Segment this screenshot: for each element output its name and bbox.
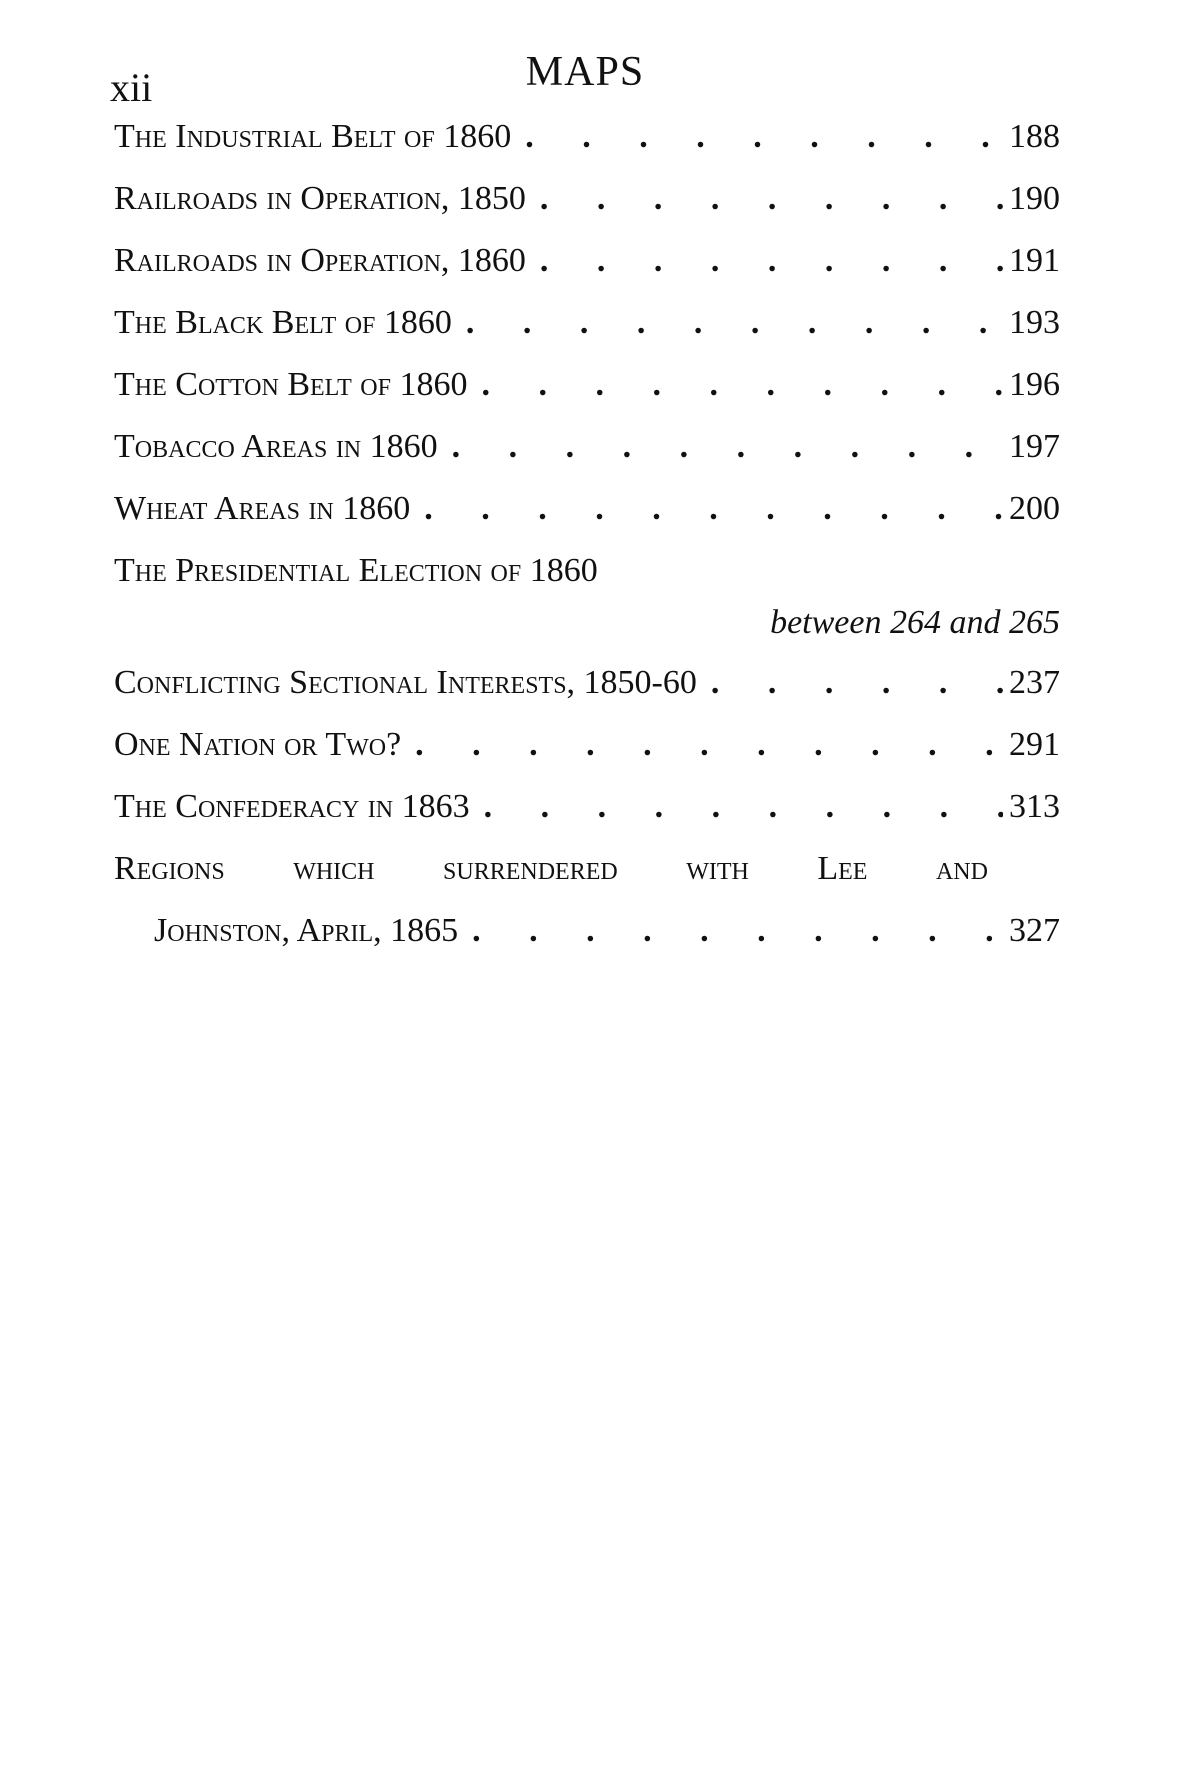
entry-title-word: and (935, 850, 988, 887)
entry-page: 197 (1009, 428, 1060, 465)
dot-leader (540, 242, 1003, 280)
entry-title: One Nation or Two? (114, 726, 402, 763)
entry-page: 200 (1009, 490, 1060, 527)
entry-title: Johnston, April, 1865 (154, 912, 459, 949)
dot-leader (415, 726, 1003, 764)
entry-title: The Presidential Election of 1860 (114, 552, 598, 589)
page-number: xii (110, 65, 153, 110)
list-item (114, 552, 1060, 604)
dot-leader (540, 180, 1003, 218)
dot-leader (424, 490, 1003, 528)
dot-leader (452, 428, 1003, 466)
entry-page: 190 (1009, 180, 1060, 217)
list-item (114, 912, 1060, 974)
entry-page: 327 (1009, 912, 1060, 949)
list-item (114, 664, 1060, 726)
entry-title-word: Regions (114, 850, 225, 887)
entry-page: 193 (1009, 304, 1060, 341)
entry-title: Wheat Areas in 1860 (114, 490, 411, 527)
entry-title: Railroads in Operation, 1850 (114, 180, 526, 217)
list-item (114, 788, 1060, 850)
list-item (114, 118, 1060, 180)
entry-title-word: Lee (817, 850, 868, 887)
entry-page: 188 (1009, 118, 1060, 155)
dot-leader (525, 118, 1003, 156)
dot-leader (484, 788, 1003, 826)
entry-page: 291 (1009, 726, 1060, 763)
dot-leader (472, 912, 1003, 950)
entry-title: The Cotton Belt of 1860 (114, 366, 468, 403)
dot-leader (466, 304, 1003, 342)
page-header (110, 44, 1060, 110)
list-item-title-line1 (114, 850, 1060, 912)
list-item (114, 242, 1060, 304)
entry-title: The Confederacy in 1863 (114, 788, 470, 825)
dot-leader (711, 664, 1003, 702)
entry-title: The Black Belt of 1860 (114, 304, 452, 341)
entry-title: The Industrial Belt of 1860 (114, 118, 512, 155)
list-item (114, 180, 1060, 242)
entry-title: Railroads in Operation, 1860 (114, 242, 526, 279)
entry-title: Conflicting Sectional Interests, 1850-60 (114, 664, 697, 701)
entry-page: between 264 and 265 (770, 604, 1060, 641)
dot-leader (481, 366, 1003, 404)
entry-title-word: which (293, 850, 375, 887)
list-item (114, 304, 1060, 366)
list-item (114, 366, 1060, 428)
entry-page: 237 (1009, 664, 1060, 701)
list-item (114, 726, 1060, 788)
maps-list (114, 118, 1060, 974)
entry-page: 313 (1009, 788, 1060, 825)
list-item (114, 428, 1060, 490)
entry-title-word: with (686, 850, 749, 887)
page-title: MAPS (525, 49, 645, 95)
list-item (114, 490, 1060, 552)
entry-page: 196 (1009, 366, 1060, 403)
entry-title: Tobacco Areas in 1860 (114, 428, 438, 465)
entry-title-word: surrendered (443, 850, 618, 887)
entry-page: 191 (1009, 242, 1060, 279)
